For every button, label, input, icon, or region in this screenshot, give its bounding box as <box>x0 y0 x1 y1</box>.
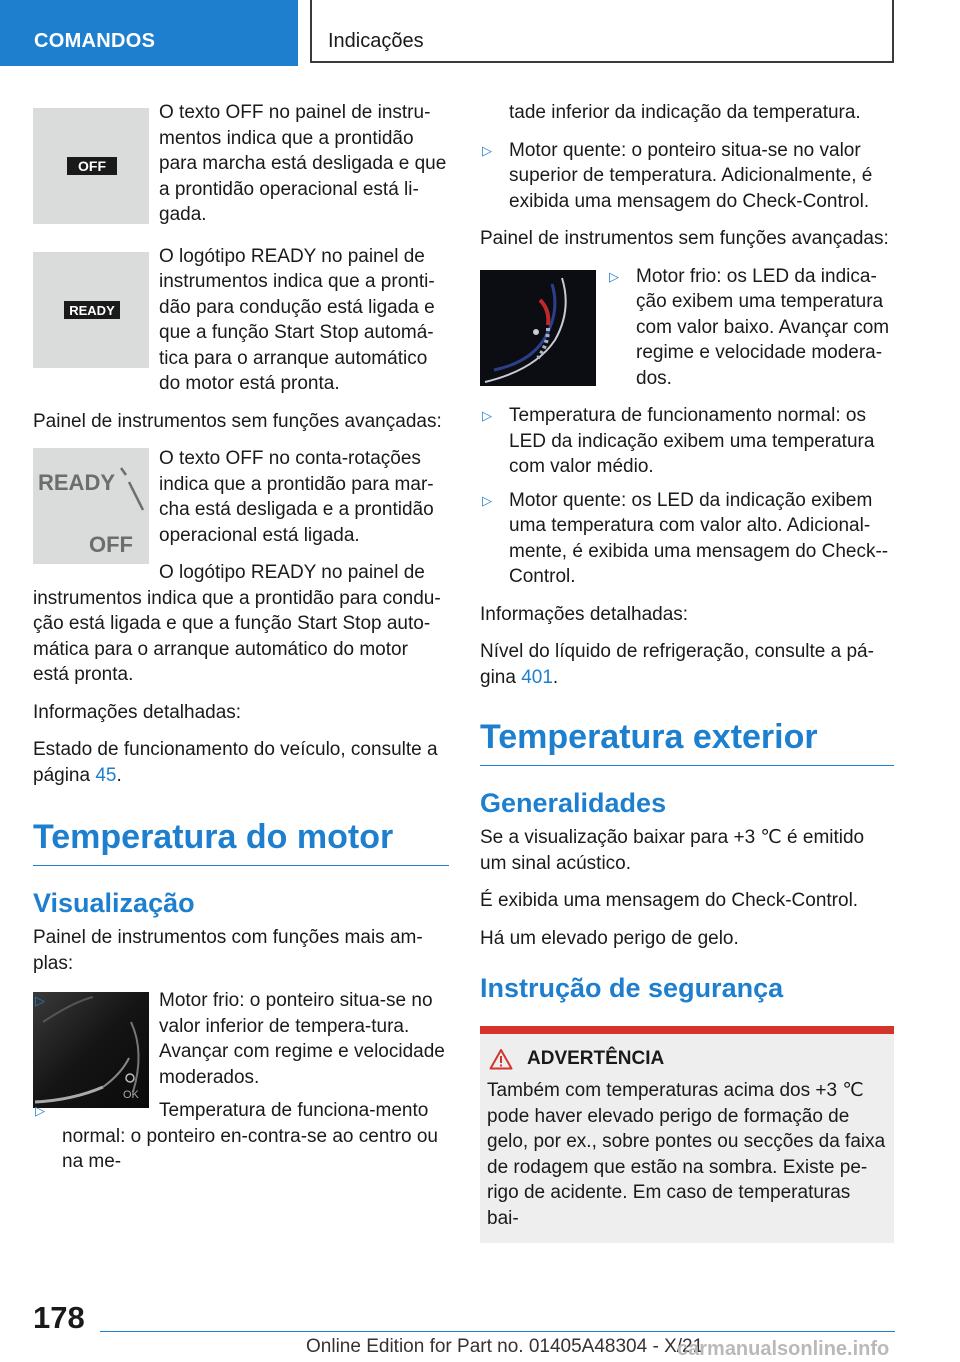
pointer-bullet-list <box>480 138 894 215</box>
gauge-bullet-list <box>33 988 449 1175</box>
led-cold-bullet-list <box>607 264 894 392</box>
paragraph-off-panel: O texto OFF no painel de instru-mentos indica que a prontidão para marcha está desligada e que a prontidão operacional está li-gada. <box>159 102 447 225</box>
led-bullet-list <box>480 403 894 590</box>
left-column <box>33 100 449 1187</box>
reference-prefix-2: Nível do líquido de refrigeração, consulte a pá-gina <box>480 641 874 688</box>
heading-general: Generalidades <box>480 788 667 818</box>
paragraph-panel-no-advanced-2: Painel de instrumentos sem funções avançadas: <box>480 228 889 249</box>
bullet-motor-hot: ▷ Motor quente: o ponteiro situa-se no valor superior de temperatura. Adicionalmente, é exibida uma mensagem do Check-Control. <box>482 139 873 212</box>
gauge-ok-text: OK <box>123 1089 139 1101</box>
tachometer-ready-off-image <box>33 448 149 564</box>
heading-engine-temperature: Temperatura do motor <box>33 818 449 866</box>
reference-suffix: . <box>116 764 122 786</box>
header-chapter-label: Indicações <box>328 30 424 52</box>
right-column <box>480 100 894 1243</box>
page-link-401[interactable]: 401 <box>521 666 553 688</box>
reference-prefix: Estado de funcionamento do veículo, consulte a página <box>33 739 438 786</box>
paragraph-general-3: Há um elevado perigo de gelo. <box>480 927 739 949</box>
footer-edition: Online Edition for Part no. 01405A48304 - X/21 <box>306 1336 704 1357</box>
heading-display: Visualização <box>33 888 195 918</box>
paragraph-ready-panel: O logótipo READY no painel de instrumentos indica que a pronti-dão para condução está ligada e que a função Start Stop automá-tica para o arranque automático do motor está pronta. <box>159 245 435 394</box>
paragraph-panel-no-advanced: Painel de instrumentos sem funções avançadas: <box>33 410 442 432</box>
ready-indicator-image <box>33 252 149 368</box>
bullet-led-normal: ▷ Temperatura de funcionamento normal: os LED da indicação exibem uma temperatura com valor médio. <box>482 405 875 477</box>
footer-rule <box>100 1331 895 1332</box>
gauge-ready-text: READY <box>38 470 116 495</box>
paragraph-detailed-info-2: Informações detalhadas: <box>480 603 689 625</box>
ready-icon-text: READY <box>69 302 115 318</box>
triangle-right-outline-icon: ▷ <box>482 142 492 158</box>
warning-header <box>487 1048 886 1070</box>
paragraph-reference <box>33 737 449 788</box>
off-icon-text: OFF <box>78 158 106 174</box>
header-section-label: COMANDOS <box>34 30 156 52</box>
page-link-45[interactable]: 45 <box>95 764 117 786</box>
reference-suffix-2: . <box>552 666 559 688</box>
led-temperature-gauge-image <box>480 270 596 386</box>
bullet-led-hot: ▷ Motor quente: os LED da indicação exibem uma temperatura com valor alto. Adicional-mente, é exibida uma mensagem do Check--Control. <box>482 489 889 587</box>
bullet-normal-temperature: ▷ Temperatura de funciona-mento normal: o ponteiro en-contra-se ao centro ou na me- <box>35 1100 438 1172</box>
triangle-right-outline-icon: ▷ <box>482 408 492 423</box>
triangle-right-outline-icon: ▷ <box>35 1103 45 1118</box>
triangle-right-outline-icon: ▷ <box>609 268 619 284</box>
paragraph-continued: tade inferior da indicação da temperatura. <box>509 102 861 123</box>
paragraph-general-1: Se a visualização baixar para +3 ℃ é emitido um sinal acústico. <box>480 827 865 874</box>
paragraph-ready-counter: O logótipo READY no painel de instrumentos indica que a prontidão para condu-ção está ligada e que a função Start Stop auto-mática para o arranque automático do motor está pronta. <box>33 562 441 685</box>
header-section-tab <box>0 0 298 66</box>
triangle-right-outline-icon: ▷ <box>482 492 492 508</box>
watermark: carmanualsonline.info <box>677 1338 890 1360</box>
heading-safety-instruction: Instrução de segurança <box>480 973 784 1003</box>
bullet-led-cold: ▷ Motor frio: os LED da indica-ção exibem uma temperatura com valor baixo. Avançar com regime e velocidade modera-dos. <box>609 265 890 389</box>
gauge-off-text: OFF <box>89 532 133 557</box>
warning-triangle-icon <box>489 1048 513 1070</box>
bullet-motor-cold: ▷ Motor frio: o ponteiro situa-se no valor inferior de tempera-tura. Avançar com regime e velocidade moderados. <box>35 990 445 1088</box>
header-chapter-frame <box>310 0 894 63</box>
heading-exterior-temperature: Temperatura exterior <box>480 718 894 766</box>
paragraph-general-2: É exibida uma mensagem do Check-Control. <box>480 890 859 911</box>
paragraph-panel-advanced: Painel de instrumentos com funções mais am-plas: <box>33 927 423 974</box>
off-indicator-image <box>33 108 149 224</box>
triangle-right-outline-icon: ▷ <box>35 993 45 1008</box>
paragraph-reference-2 <box>480 639 894 690</box>
warning-title: ADVERTÊNCIA <box>527 1048 665 1069</box>
paragraph-detailed-info: Informações detalhadas: <box>33 701 242 723</box>
warning-box <box>480 1026 894 1243</box>
warning-text: Também com temperaturas acima dos +3 ℃ pode haver elevado perigo de formação de gelo, por ex., sobre pontes ou secções da faixa de rodagem que estão na sombra. Existe pe-rigo de acidente. Em caso de temperaturas bai- <box>487 1080 886 1229</box>
paragraph-off-counter: O texto OFF no conta-rotações indica que a prontidão para mar-cha está desligada e a prontidão operacional está ligada. <box>159 448 434 546</box>
page-number: 178 <box>33 1300 85 1335</box>
